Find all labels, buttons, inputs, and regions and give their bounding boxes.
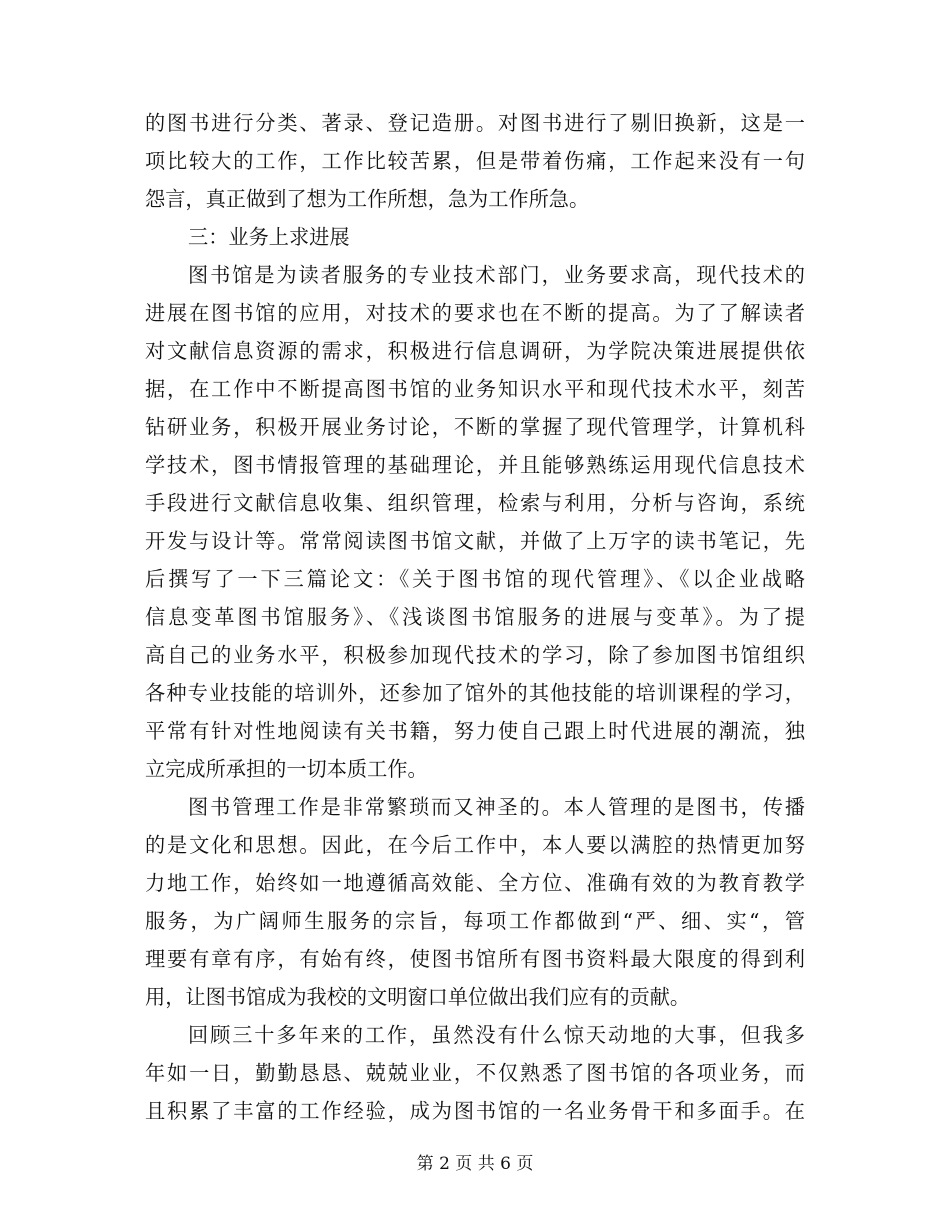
text-line: 回顾三十多年来的工作，虽然没有什么惊天动地的大事，但我多 xyxy=(188,1023,805,1047)
text-line: 年如一日，勤勤恳恳、兢兢业业，不仅熟悉了图书馆的各项业务，而 xyxy=(145,1061,805,1085)
text-line: 对文献信息资源的需求，积极进行信息调研，为学院决策进展提供依 xyxy=(145,339,805,363)
text-line: 后撰写了一下三篇论文：《关于图书馆的现代管理》、《以企业战略 xyxy=(145,567,805,591)
text-line: 学技术，图书情报管理的基础理论，并且能够熟练运用现代信息技术 xyxy=(145,453,805,477)
text-line: 图书管理工作是非常繁琐而又神圣的。本人管理的是图书，传播 xyxy=(188,795,805,819)
text-line: 手段进行文献信息收集、组织管理，检索与利用，分析与咨询，系统 xyxy=(145,491,805,515)
text-line: 信息变革图书馆服务》、《浅谈图书馆服务的进展与变革》。为了提 xyxy=(145,605,805,629)
text-line: 据，在工作中不断提高图书馆的业务知识水平和现代技术水平，刻苦 xyxy=(145,377,805,401)
text-line: 图书馆是为读者服务的专业技术部门，业务要求高，现代技术的 xyxy=(188,263,805,287)
text-line: 服务，为广阔师生服务的宗旨，每项工作都做到“严、细、实“，管 xyxy=(145,909,805,933)
page-number-footer: 第 2 页 共 6 页 xyxy=(416,1154,534,1174)
section-heading: 三：业务上求进展 xyxy=(188,225,350,249)
text-line: 平常有针对性地阅读有关书籍，努力使自己跟上时代进展的潮流，独 xyxy=(145,719,805,743)
text-line: 项比较大的工作，工作比较苦累，但是带着伤痛，工作起来没有一句 xyxy=(145,149,805,173)
text-line: 的图书进行分类、著录、登记造册。对图书进行了剔旧换新，这是一 xyxy=(145,111,805,135)
text-line: 钻研业务，积极开展业务讨论，不断的掌握了现代管理学，计算机科 xyxy=(145,415,805,439)
text-line: 力地工作，始终如一地遵循高效能、全方位、准确有效的为教育教学 xyxy=(145,871,805,895)
text-line: 立完成所承担的一切本质工作。 xyxy=(145,757,428,781)
text-line: 各种专业技能的培训外，还参加了馆外的其他技能的培训课程的学习， xyxy=(145,681,805,705)
text-line: 怨言，真正做到了想为工作所想，急为工作所急。 xyxy=(145,187,590,211)
text-line: 的是文化和思想。因此，在今后工作中，本人要以满腔的热情更加努 xyxy=(145,833,805,857)
text-line: 进展在图书馆的应用，对技术的要求也在不断的提高。为了了解读者 xyxy=(145,301,805,325)
text-line: 高自己的业务水平，积极参加现代技术的学习，除了参加图书馆组织 xyxy=(145,643,805,667)
text-line: 理要有章有序，有始有终，使图书馆所有图书资料最大限度的得到利 xyxy=(145,947,805,971)
text-line: 用，让图书馆成为我校的文明窗口单位做出我们应有的贡献。 xyxy=(145,985,691,1009)
body-text xyxy=(145,104,805,1130)
text-line: 开发与设计等。常常阅读图书馆文献，并做了上万字的读书笔记，先 xyxy=(145,529,805,553)
text-line: 且积累了丰富的工作经验，成为图书馆的一名业务骨干和多面手。在 xyxy=(145,1099,805,1123)
